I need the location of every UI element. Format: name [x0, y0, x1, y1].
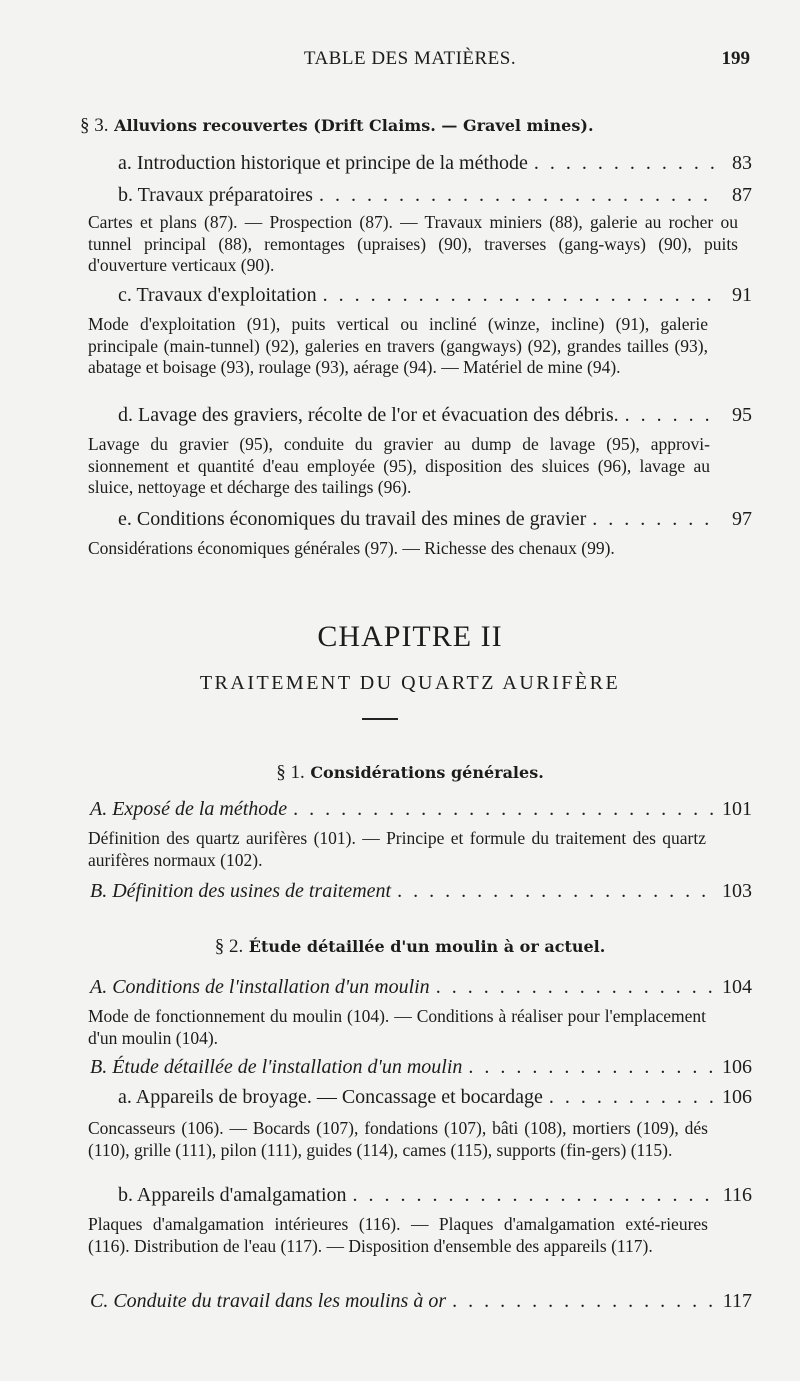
toc-entry[interactable]: [90, 880, 752, 903]
toc-entry[interactable]: [118, 1184, 752, 1207]
entry-label: e. Conditions économiques du travail des mines de gravier: [118, 508, 587, 530]
entry-label: c. Travaux d'exploitation: [118, 284, 317, 306]
dot-leader: [534, 152, 720, 175]
entry-label: a. Appareils de broyage. — Concassage et bocardage: [118, 1086, 543, 1108]
toc-entry[interactable]: [118, 184, 752, 207]
chapter-subtitle: TRAITEMENT DU QUARTZ AURIFÈRE: [199, 672, 621, 694]
entry-page: 117: [722, 1290, 752, 1312]
toc-entry[interactable]: [90, 976, 752, 999]
dot-leader: [323, 284, 720, 307]
entry-page: 116: [722, 1184, 752, 1206]
entry-description: Concasseurs (106). — Bocards (107), fondations (107), bâti (108), mortiers (109), dés (110), grille (111), pilon (111), guides (114), cames (115), supports (fin-gers) (115).: [88, 1118, 708, 1160]
entry-label: d. Lavage des graviers, récolte de l'or et évacuation des débris.: [118, 404, 619, 426]
entry-description: Lavage du gravier (95), conduite du gravier au dump de lavage (95), approvi-sionnement et quantité d'eau employée (95), disposition des sluices (96), lavage au sluice, nettoyage et décharge des tailings (96).: [88, 434, 710, 497]
dot-leader: [293, 798, 716, 821]
dot-leader: [436, 976, 716, 999]
section-number: § 3.: [80, 115, 109, 136]
entry-label: A. Conditions de l'installation d'un moulin: [90, 976, 430, 998]
entry-description: Cartes et plans (87). — Prospection (87). — Travaux miniers (88), galerie au rocher ou tunnel principal (88), remontages (upraises) (90), traverses (gang-ways) (90), puits d'ouverture verticaux (90).: [88, 212, 738, 275]
section-number: § 2.: [214, 936, 244, 957]
entry-label: C. Conduite du travail dans les moulins à or: [90, 1290, 447, 1312]
dot-leader: [549, 1086, 716, 1109]
toc-entry[interactable]: [118, 508, 752, 531]
section-title: Alluvions recouvertes (Drift Claims. — Gravel mines).: [114, 116, 594, 135]
entry-description: Mode d'exploitation (91), puits vertical ou incliné (winze, incline) (91), galerie principale (main-tunnel) (92), galeries en travers (gangways) (92), grandes tailles (93), abatage et boisage (93), roulage (93), aérage (94). — Matériel de mine (94).: [88, 314, 708, 377]
entry-page: 91: [732, 284, 752, 306]
dot-leader: [625, 404, 720, 427]
entry-page: 97: [732, 508, 752, 530]
toc-entry[interactable]: [90, 1290, 752, 1313]
entry-label: B. Définition des usines de traitement: [90, 880, 392, 902]
entry-page: 106: [722, 1056, 752, 1078]
section-heading: [80, 115, 740, 137]
entry-label: b. Travaux préparatoires: [118, 184, 313, 206]
toc-entry[interactable]: [118, 404, 752, 427]
entry-description: Définition des quartz aurifères (101). — Principe et formule du traitement des quartz aurifères normaux (102).: [88, 828, 706, 870]
entry-label: b. Appareils d'amalgamation: [118, 1184, 347, 1206]
entry-page: 101: [722, 798, 752, 820]
section-heading: [70, 936, 750, 958]
running-header: [70, 48, 750, 76]
dot-leader: [452, 1290, 717, 1313]
header-title: TABLE DES MATIÈRES.: [303, 48, 517, 69]
toc-entry[interactable]: [118, 284, 752, 307]
toc-entry[interactable]: [118, 152, 752, 175]
entry-label: B. Étude détaillée de l'installation d'un moulin: [90, 1056, 463, 1078]
section-number: § 1.: [276, 762, 305, 783]
dot-leader: [319, 184, 720, 207]
toc-entry[interactable]: [90, 1056, 752, 1079]
section-heading: [70, 762, 750, 784]
chapter-title: CHAPITRE II: [317, 620, 503, 653]
entry-page: 87: [732, 184, 752, 206]
entry-page: 95: [732, 404, 752, 426]
entry-description: Mode de fonctionnement du moulin (104). — Conditions à réaliser pour l'emplacement d'un moulin (104).: [88, 1006, 706, 1048]
toc-entry[interactable]: [90, 798, 752, 821]
section-title: Étude détaillée d'un moulin à or actuel.: [248, 937, 606, 956]
entry-description: Plaques d'amalgamation intérieures (116). — Plaques d'amalgamation exté-rieures (116). Distribution de l'eau (117). — Disposition d'ensemble des appareils (117).: [88, 1214, 708, 1256]
dot-leader: [353, 1184, 717, 1207]
dot-leader: [468, 1056, 716, 1079]
entry-page: 106: [722, 1086, 752, 1108]
entry-description: Considérations économiques générales (97). — Richesse des chenaux (99).: [88, 538, 615, 558]
entry-page: 83: [732, 152, 752, 174]
entry-label: a. Introduction historique et principe de la méthode: [118, 152, 528, 174]
dot-leader: [397, 880, 716, 903]
divider: [362, 718, 398, 720]
entry-page: 104: [722, 976, 752, 998]
dot-leader: [592, 508, 720, 531]
section-title: Considérations générales.: [310, 763, 544, 782]
toc-entry[interactable]: [118, 1086, 752, 1109]
entry-label: A. Exposé de la méthode: [90, 798, 288, 820]
entry-page: 103: [722, 880, 752, 902]
page-number: 199: [721, 48, 750, 69]
